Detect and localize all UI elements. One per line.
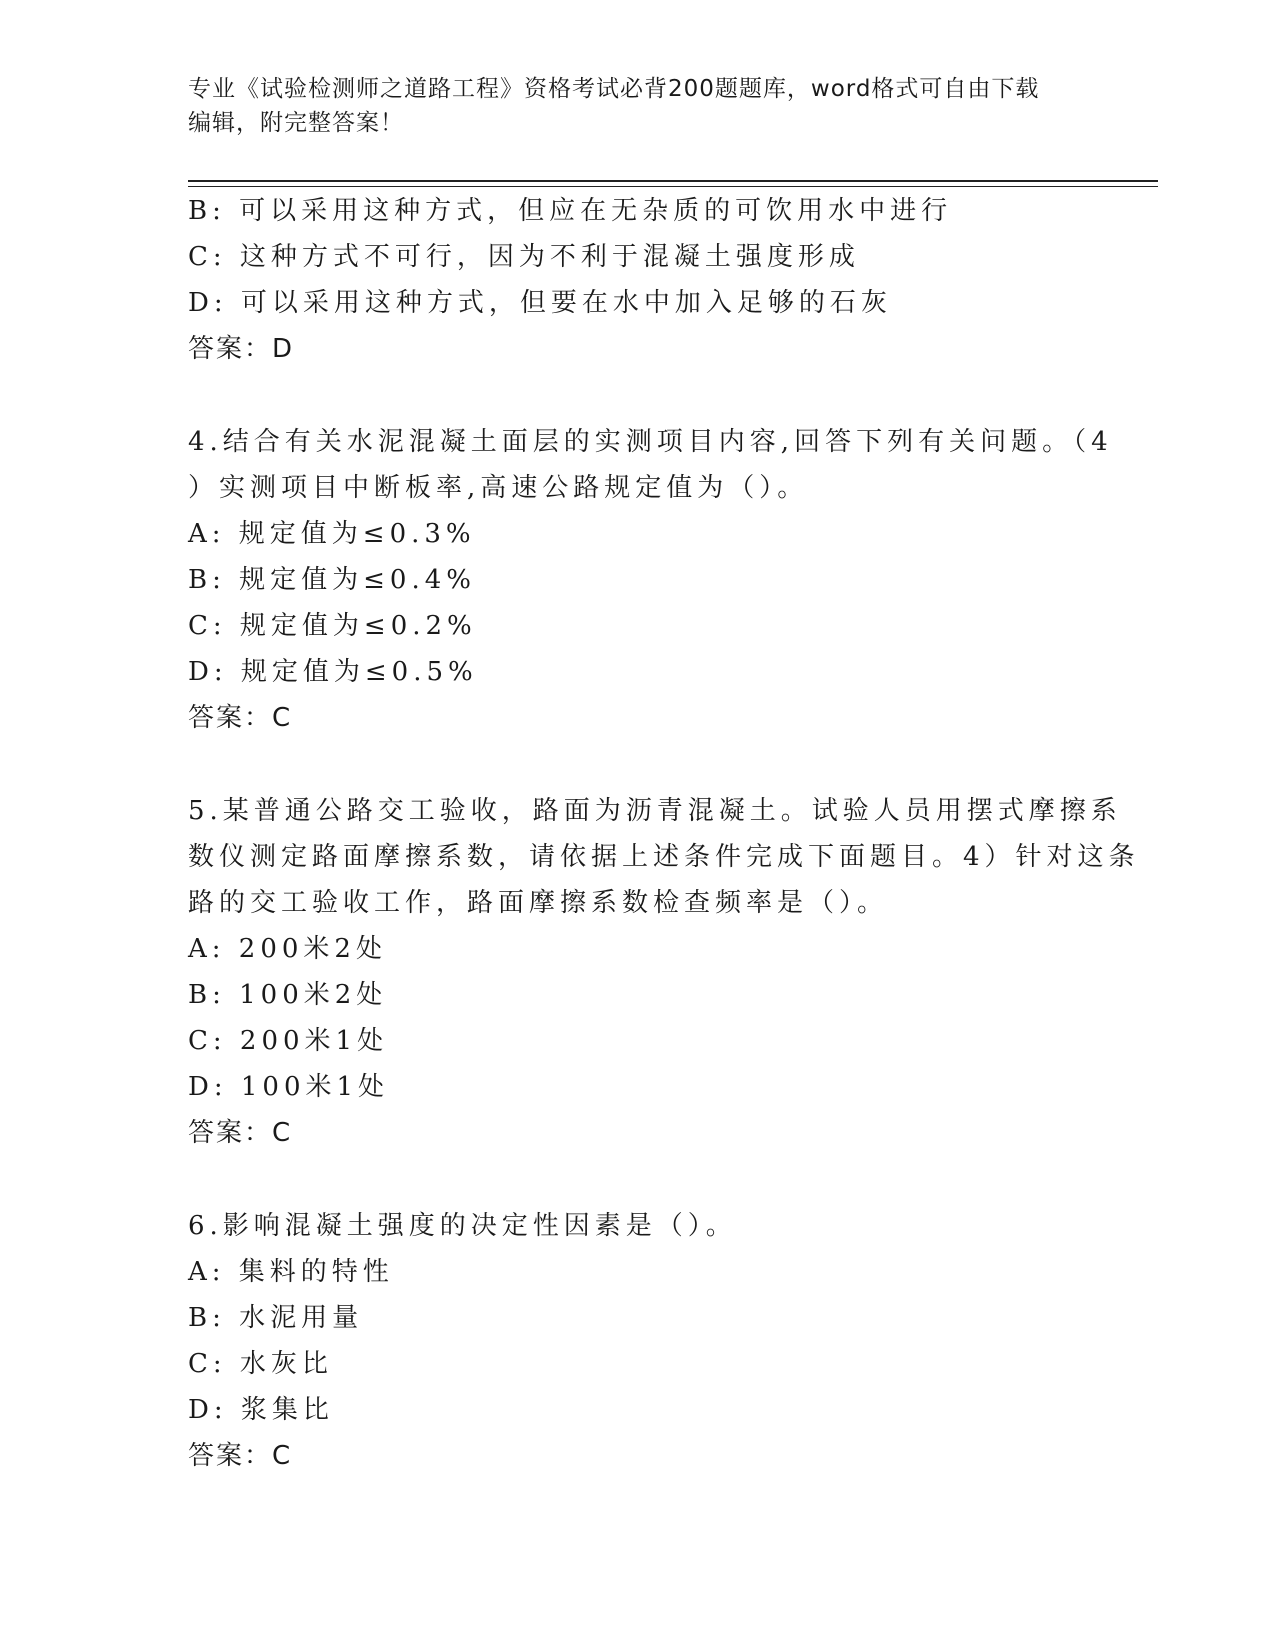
q5-stem-line-1: 5.某普通公路交工验收，路面为沥青混凝土。试验人员用摆式摩擦系 [188,796,1122,826]
q6-option-b: B: 水泥用量 [188,1303,364,1333]
q6-stem-line-1: 6.影响混凝土强度的决定性因素是（）。 [188,1211,737,1241]
q4-option-d: D: 规定值为≤0.5% [188,657,478,687]
q6-option-a: A: 集料的特性 [188,1257,394,1287]
q5-option-b: B: 100米2处 [188,980,388,1010]
header-title-line-2: 编辑，附完整答案！ [188,110,404,136]
document-header [188,72,1088,140]
q4-stem-line-2: ）实测项目中断板率,高速公路规定值为（）。 [188,473,809,503]
header-title-line-1: 专业《试验检测师之道路工程》资格考试必背200题题库，word格式可自由下载 [188,76,1040,102]
q4-option-a: A: 规定值为≤0.3% [188,519,476,549]
q5-answer: 答案：C [188,1118,293,1148]
q5-option-a: A: 200米2处 [188,934,387,964]
q4-option-c: C: 规定值为≤0.2% [188,611,477,641]
q4-answer: 答案：C [188,703,293,733]
q4-option-b: B: 规定值为≤0.4% [188,565,476,595]
q3-option-b: B: 可以采用这种方式，但应在无杂质的可饮用水中进行 [188,196,953,226]
header-divider-thick [188,180,1158,182]
q6-answer: 答案：C [188,1441,293,1471]
q3-option-d: D: 可以采用这种方式，但要在水中加入足够的石灰 [188,288,892,318]
q4-stem-line-1: 4.结合有关水泥混凝土面层的实测项目内容,回答下列有关问题。（4 [188,427,1113,457]
q5-stem-line-3: 路的交工验收工作，路面摩擦系数检查频率是（）。 [188,888,889,918]
q3-answer: 答案：D [188,334,295,364]
q3-option-c: C: 这种方式不可行，因为不利于混凝土强度形成 [188,242,860,272]
q5-stem-line-2: 数仪测定路面摩擦系数，请依据上述条件完成下面题目。4）针对这条 [188,842,1140,872]
q5-option-d: D: 100米1处 [188,1072,390,1102]
header-divider-thin [188,186,1158,187]
q5-option-c: C: 200米1处 [188,1026,389,1056]
q6-option-d: D: 浆集比 [188,1395,334,1425]
q6-option-c: C: 水灰比 [188,1349,333,1379]
